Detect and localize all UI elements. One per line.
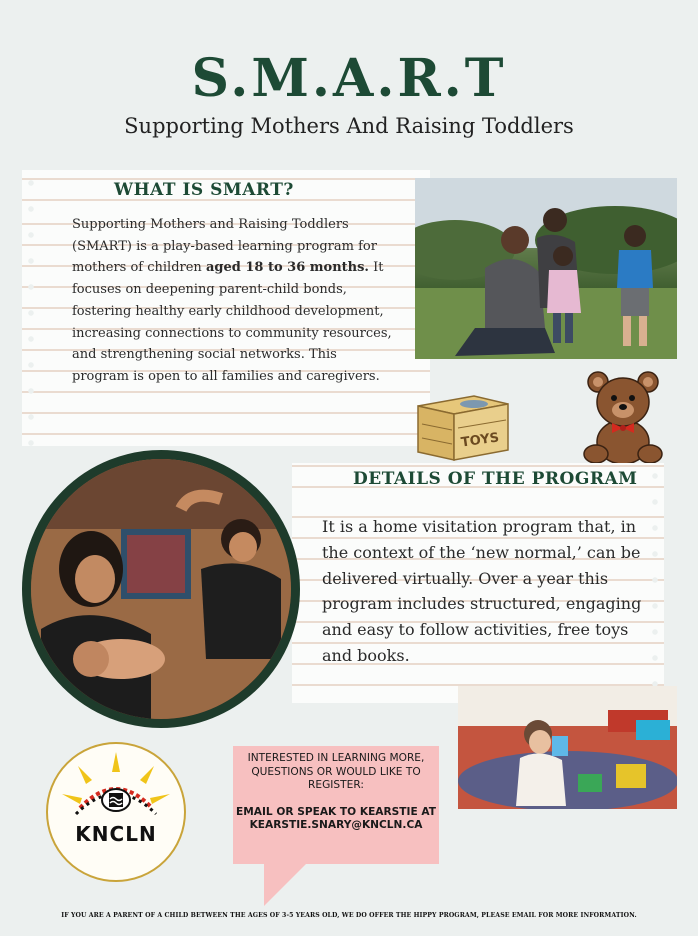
callout-email[interactable]: KEARSTIE.SNARY@KNCLN.CA bbox=[249, 819, 423, 832]
family-outdoor-photo bbox=[415, 178, 677, 359]
footer-note: IF YOU ARE A PARENT OF A CHILD BETWEEN THE AGES OF 3-5 YEARS OLD, WE DO OFFER THE HIPPY PROGRAM, PLEASE EMAIL FOR MORE INFORMATION. bbox=[61, 912, 637, 919]
what-text-age-range: aged 18 to 36 months. bbox=[205, 260, 369, 276]
kncln-logo bbox=[46, 742, 186, 882]
toddler-playing-blocks-photo bbox=[458, 686, 677, 809]
toy-box-label: TOYS bbox=[460, 430, 501, 451]
sun-emblem-icon bbox=[48, 744, 184, 880]
poster-title: S.M.A.R.T bbox=[191, 48, 507, 109]
what-is-smart-heading: WHAT IS SMART? bbox=[114, 180, 294, 200]
family-photo-illustration bbox=[415, 178, 677, 359]
what-text-part-2: It focuses on deepening parent-child bonds, fostering healthy early childhood development, increasing connections to community resources, and strengthening social networks. This program is open to all families and caregivers. bbox=[72, 260, 392, 384]
callout-interest-line: INTERESTED IN LEARNING MORE, QUESTIONS OR WOULD LIKE TO REGISTER: bbox=[247, 752, 425, 792]
details-heading: DETAILS OF THE PROGRAM bbox=[353, 469, 638, 489]
toy-box-illustration bbox=[414, 392, 512, 462]
what-is-smart-text bbox=[72, 214, 392, 388]
teddy-bear-illustration bbox=[582, 368, 664, 466]
poster-subtitle: Supporting Mothers And Raising Toddlers bbox=[124, 114, 574, 138]
what-text-part-1: Supporting Mothers and Raising Toddlers (SMART) is a play-based learning program for mothers of children bbox=[72, 217, 377, 276]
contact-callout-text bbox=[233, 752, 439, 833]
logo-text: KNCLN bbox=[75, 822, 157, 846]
callout-contact-line: EMAIL OR SPEAK TO KEARSTIE AT bbox=[236, 805, 436, 818]
callout-tail bbox=[264, 862, 308, 906]
mother-children-circle-photo bbox=[22, 450, 300, 728]
details-text: It is a home visitation program that, in the context of the ‘new normal,’ can be delivered virtually. Over a year this program includes structured, engaging and easy to follow activities, free toys and books. bbox=[322, 517, 642, 665]
